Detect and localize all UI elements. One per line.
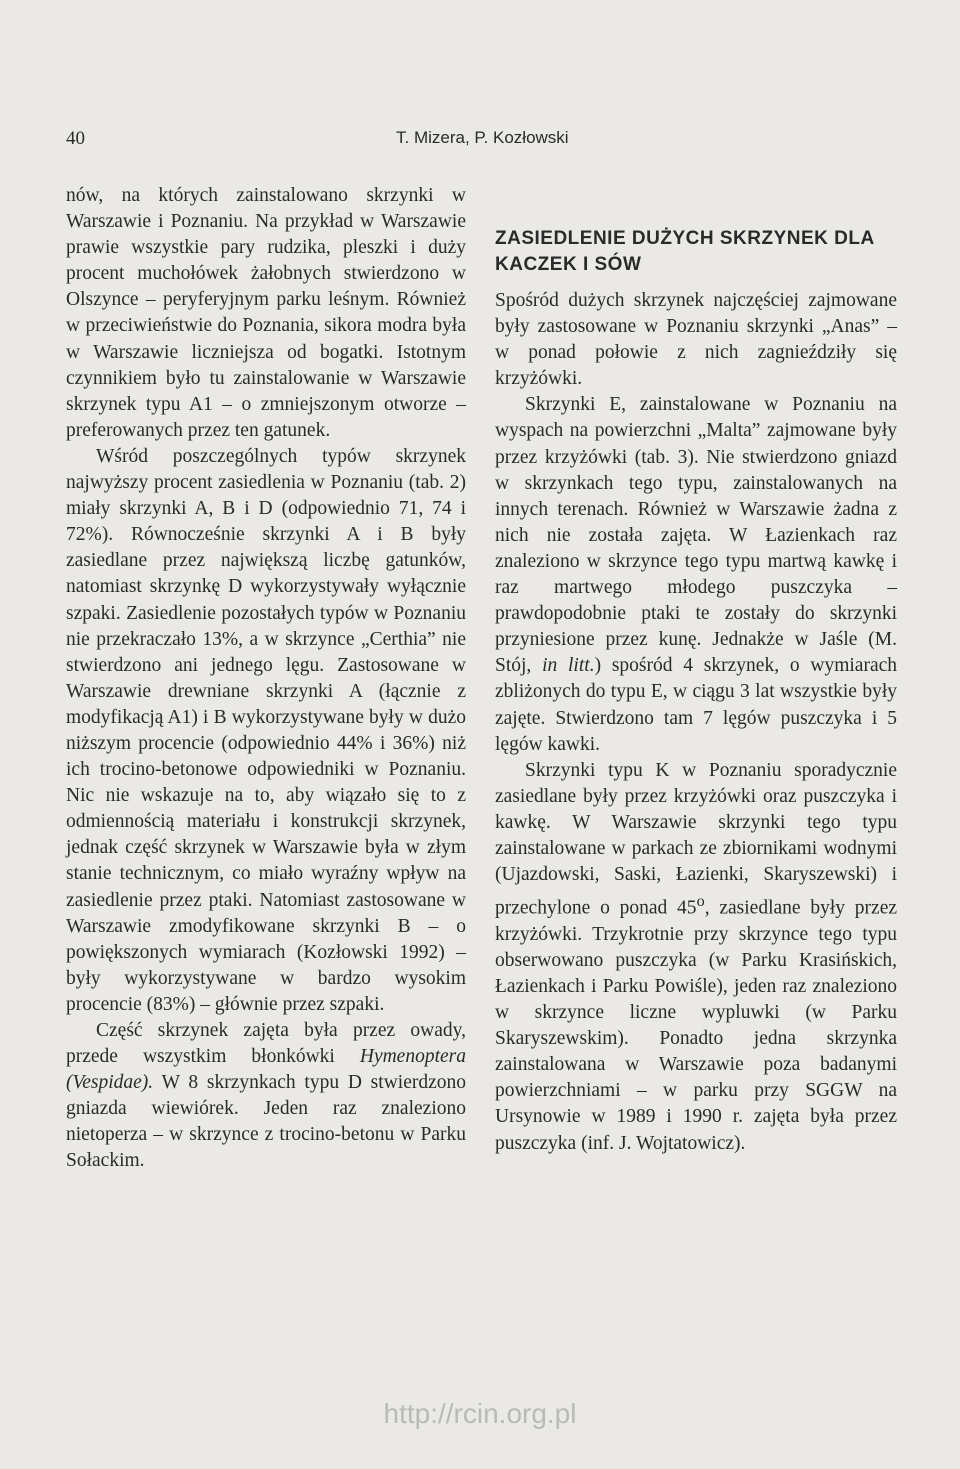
page-number: 40	[66, 128, 85, 149]
section-title: ZASIEDLENIE DUŻYCH SKRZYNEK DLA KACZEK I SÓW	[495, 228, 874, 275]
right-paragraph-2-text-a: Skrzynki E, zainstalowane w Poznaniu na wyspach na powierzchni „Malta” zajmowane były przez krzyżówki (tab. 3). Nie stwierdzono gniazd w skrzynkach tego typu, zainstalowanych na innych terenach. Również w Warszawie żadna z nich nie została zajęta. W Łazienkach raz znaleziono w skrzynce tego typu martwą kawkę i raz martwego młodego puszczyka – prawdopodobnie ptaki te zostały do skrzynki przyniesione przez kunę. Jednakże w Jaśle (M. Stój,	[495, 394, 897, 677]
left-paragraph-3-text-b: W 8 skrzynkach typu D stwierdzono gniazda wiewiórek. Jeden raz znaleziono nietoperza – w skrzynce z trocino-betonu w Parku Sołackim.	[66, 1072, 466, 1172]
left-column	[66, 183, 466, 1175]
running-head: T. Mizera, P. Kozłowski	[396, 128, 569, 147]
taxon-name-italic: Hymenoptera (Vespidae).	[66, 1046, 466, 1094]
degree-superscript: o	[696, 892, 705, 911]
citation-italic: in litt.	[542, 655, 595, 677]
page-header	[66, 128, 586, 158]
left-paragraph-3	[66, 1018, 466, 1175]
right-paragraph-3	[495, 758, 897, 1157]
left-paragraph-1: nów, na których zainstalowano skrzynki w Warszawie i Poznaniu. Na przykład w Warszawie prawie wszystkie pary rudzika, pleszki i duży procent muchołówek żałobnych stwierdzono w Olszynce – peryferyjnym parku leśnym. Również w przeciwieństwie do Poznania, sikora modra była w Warszawie liczniejsza od bogatki. Istotnym czynnikiem było tu zainstalowanie w Warszawie skrzynek typu A1 – o zmniejszonym otworze – preferowanych przez ten gatunek.	[66, 185, 466, 441]
right-paragraph-3-text-b: , zasiedlane były przez krzyżówki. Trzykrotnie przy skrzynce tego typu obserwowano puszczyka (w Parku Krasińskich, Łazienkach i Parku Powiśle), jeden raz znaleziono w skrzynce liczne wypluwki (w Parku Skaryszewskim). Ponadto jedna skrzynka zainstalowana w Warszawie poza badanymi powierzchniami – w parku przy SGGW na Ursynowie w 1989 i 1990 r. zajęta była przez puszczyka (inf. J. Wojtatowicz).	[495, 897, 898, 1154]
left-paragraph-2: Wśród poszczególnych typów skrzynek najwyższy procent zasiedlenia w Poznaniu (tab. 2) miały skrzynki A, B i D (odpowiednio 71, 74 i 72%). Równocześnie skrzynki A i B były zasiedlane przez największą liczbę gatunków, natomiast skrzynkę D wykorzystywały wyłącznie szpaki. Zasiedlenie pozostałych typów w Poznaniu nie przekraczało 13%, a w skrzynce „Certhia” nie stwierdzono ani jednego lęgu. Zastosowane w Warszawie drewniane skrzynki A (łącznie z modyfikacją A1) i B wykorzystywane były w dużo niższym procencie (odpowiednio 44% i 36%) niż ich trocino-betonowe odpowiedniki w Poznaniu. Nic nie wskazuje na to, aby wiązało się to z odmiennością materiału i konstrukcji skrzynek, jednak część skrzynek w Warszawie była w złym stanie technicznym, co miało wyraźny wpływ na zasiedlenie przez ptaki. Natomiast zastosowane w Warszawie zmodyfikowane skrzynki B – o powiększonych wymiarach (Kozłowski 1992) – były wykorzystywane w bardzo wysokim procencie (83%) – głównie przez szpaki.	[66, 445, 466, 1015]
left-paragraph-3-text-a: Część skrzynek zajęta była przez owady, przede wszystkim błonkówki	[66, 1020, 466, 1068]
right-paragraph-3-text-a: Skrzynki typu K w Poznaniu sporadycznie zasiedlane były przez krzyżówki oraz puszczyka i kawkę. W Warszawie skrzynki tego typu zainstalowane w parkach ze zbiornikami wodnymi (Ujazdowski, Saski, Łazienki, Skaryszewski) i przechylone o ponad 45	[495, 759, 897, 919]
right-column	[495, 226, 897, 1157]
right-paragraph-2	[495, 392, 897, 757]
footer-url: http://rcin.org.pl	[383, 1398, 577, 1429]
right-paragraph-2-text-b: ) spośród 4 skrzynek, o wymiarach zbliżonych do typu E, w ciągu 3 lat wszystkie były zajęte. Stwierdzono tam 7 lęgów puszczyka i 5 lęgów kawki.	[495, 655, 897, 755]
right-paragraph-1: Spośród dużych skrzynek najczęściej zajmowane były zastosowane w Poznaniu skrzynki „Anas” – w ponad połowie z nich zagnieździły się krzyżówki.	[495, 290, 897, 390]
